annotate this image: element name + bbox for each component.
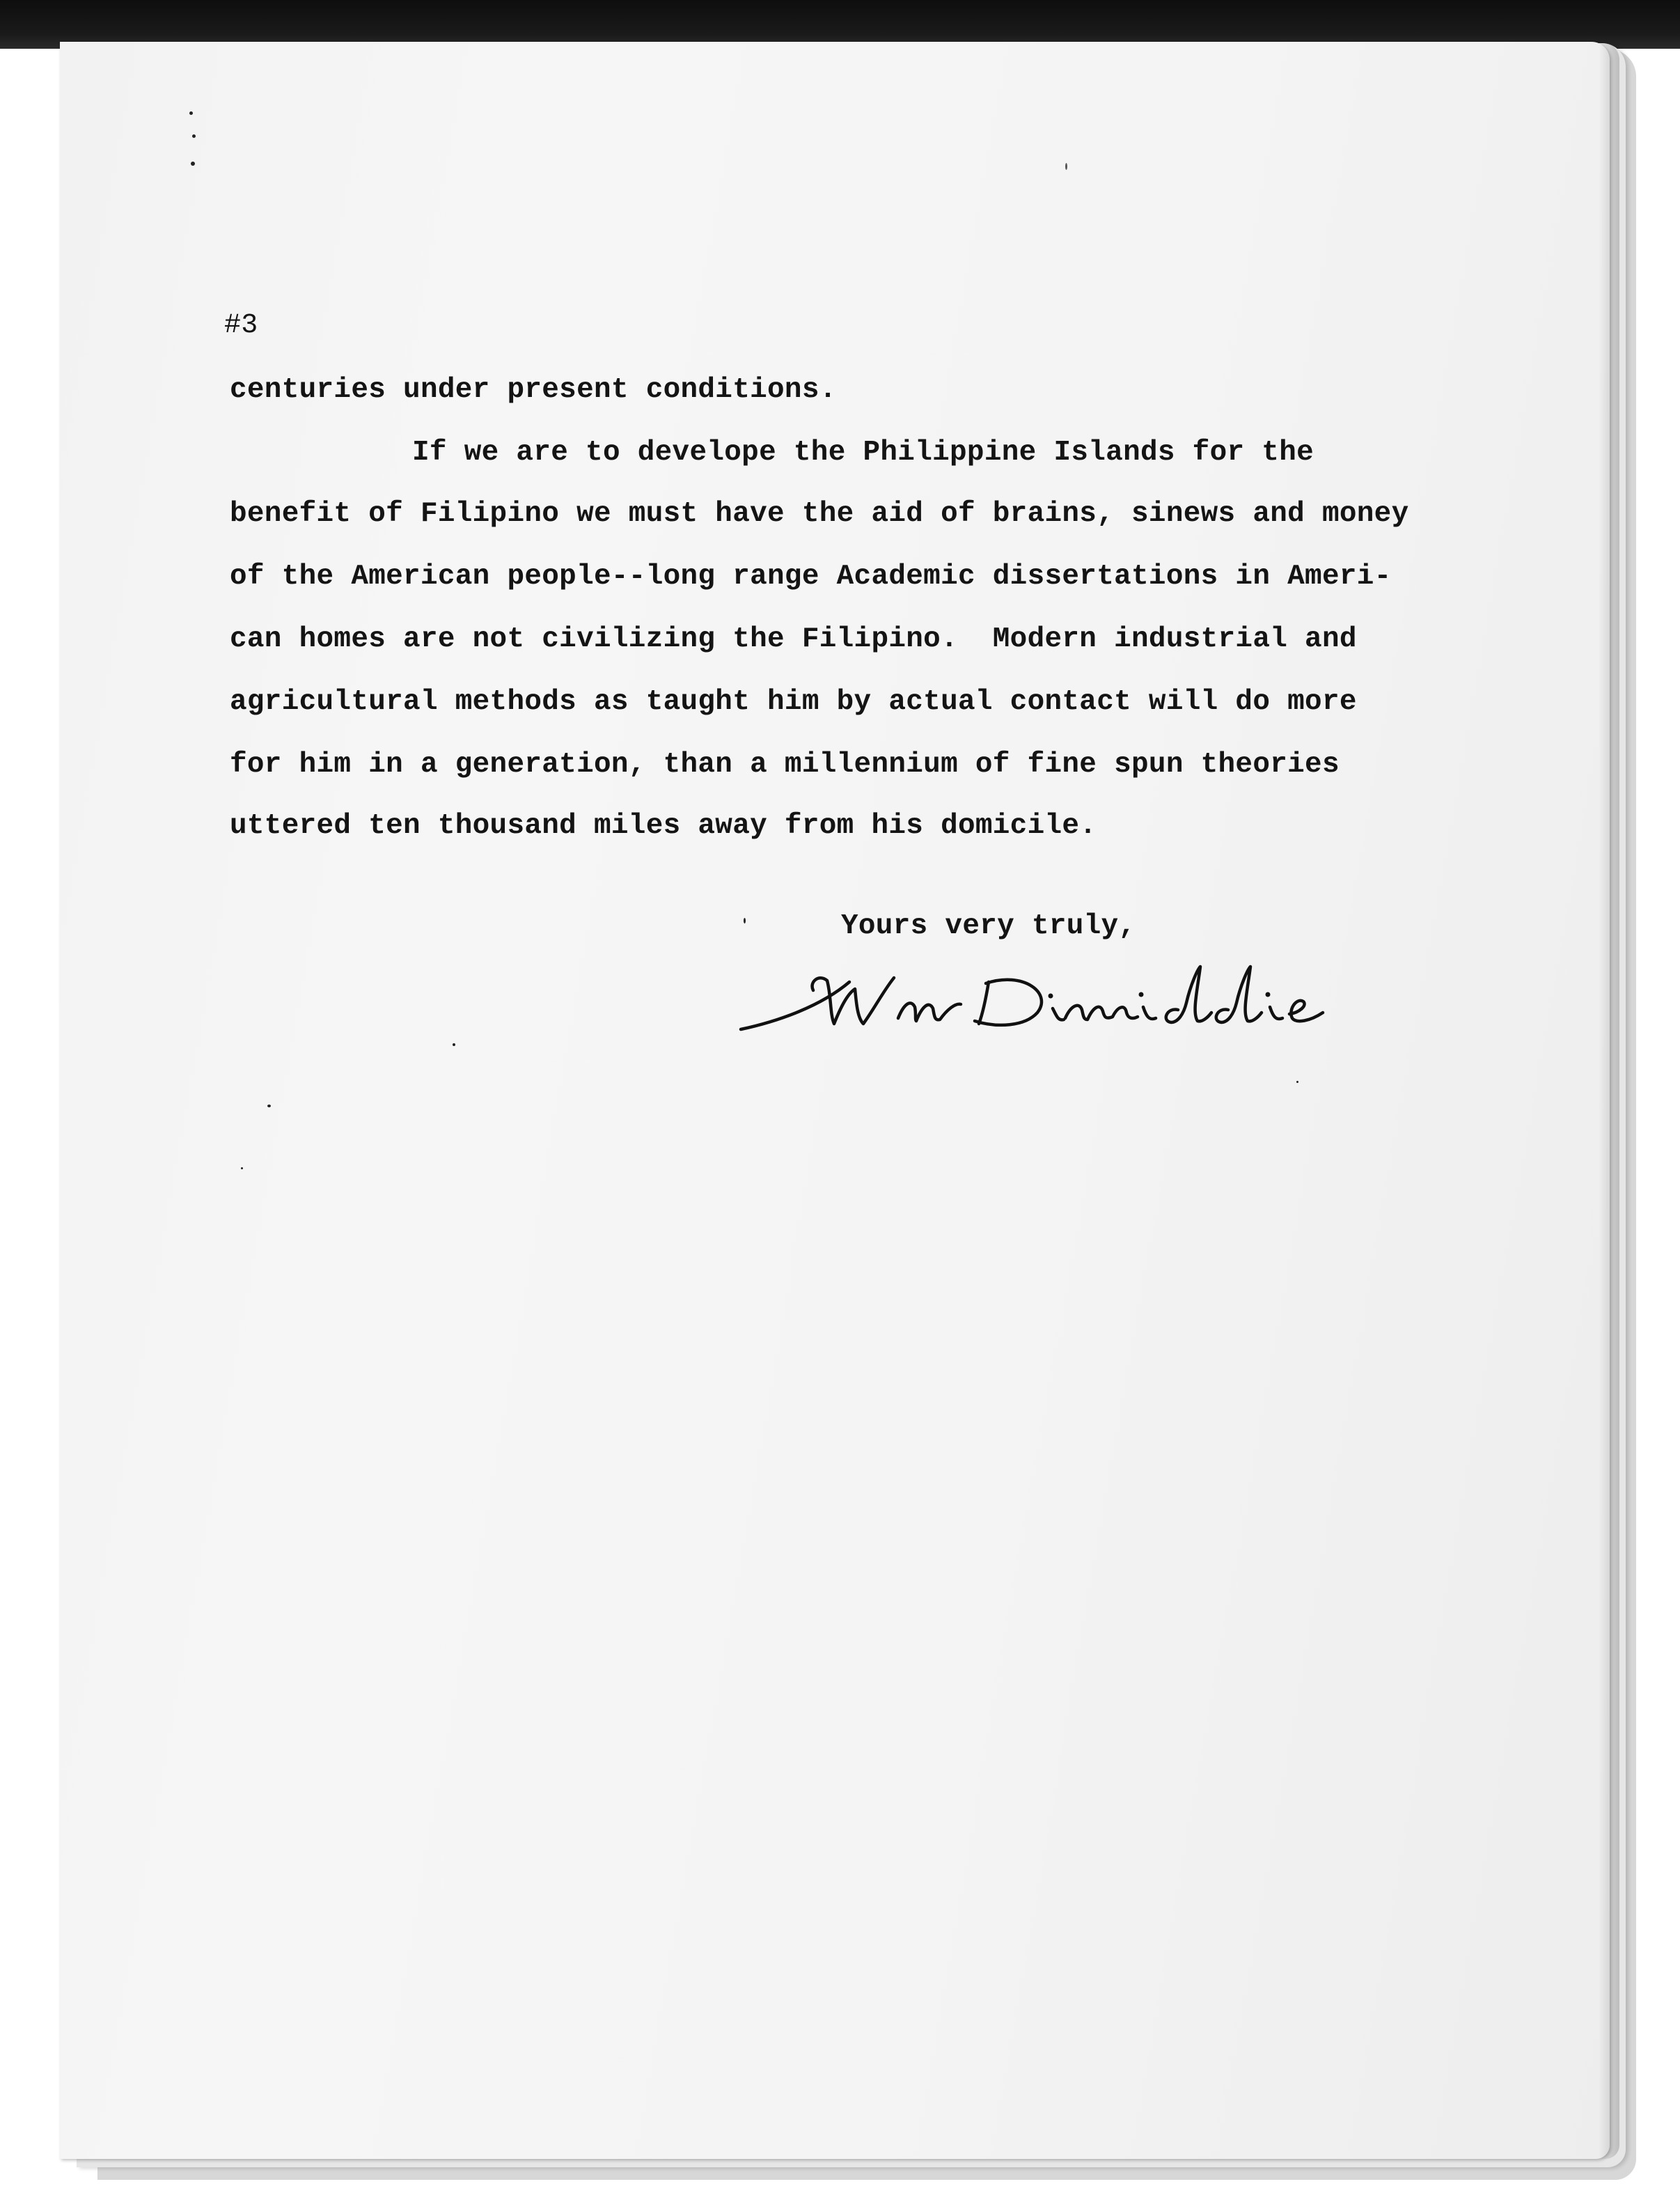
paper-speck (241, 1167, 243, 1169)
paper-speck (192, 134, 196, 138)
paper-speck (744, 918, 746, 923)
signature-image (738, 954, 1337, 1052)
paper-speck (189, 111, 193, 115)
body-line: agricultural methods as taught him by actual contact will do more (230, 686, 1357, 718)
body-line: If we are to develope the Philippine Islands for the (412, 437, 1314, 469)
page-number: #3 (224, 310, 258, 341)
letter-page (60, 42, 1610, 2159)
body-line: benefit of Filipino we must have the aid of brains, sinews and money (230, 498, 1409, 530)
body-line: uttered ten thousand miles away from his domicile. (230, 810, 1097, 842)
body-line: can homes are not civilizing the Filipino. Modern industrial and (230, 623, 1357, 655)
paper-speck (191, 162, 195, 166)
body-line: centuries under present conditions. (230, 374, 837, 406)
paper-speck (1065, 163, 1067, 170)
paper-speck (267, 1105, 271, 1107)
page-edge-shadow (1599, 42, 1619, 2159)
paper-speck (1296, 1081, 1298, 1083)
body-line: for him in a generation, than a millennium of fine spun theories (230, 749, 1340, 781)
paper-speck (453, 1043, 455, 1046)
body-line: of the American people--long range Academic dissertations in Ameri- (230, 561, 1392, 593)
closing: Yours very truly, (841, 910, 1136, 942)
